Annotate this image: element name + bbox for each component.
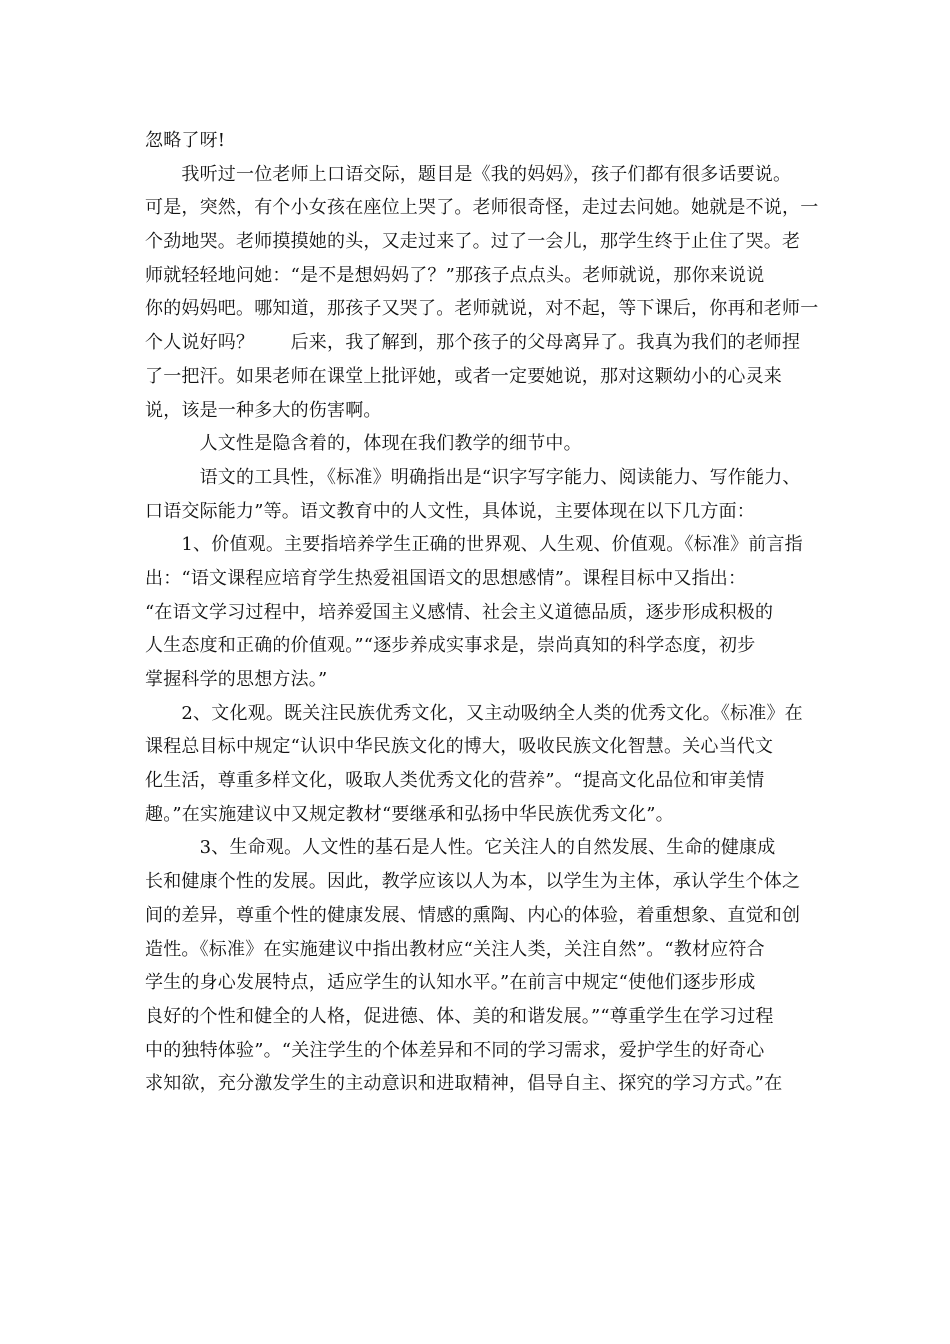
text-line: 个人说好吗？ 后来，我了解到，那个孩子的父母离异了。我真为我们的老师捏	[145, 332, 801, 354]
text-line: 师就轻轻地问她：“是不是想妈妈了？”那孩子点点头。老师就说，那你来说说	[145, 264, 765, 286]
text-line: 了一把汗。如果老师在课堂上批评她，或者一定要她说，那对这颗幼小的心灵来	[145, 365, 782, 387]
text-line: 个劲地哭。老师摸摸她的头，又走过来了。过了一会儿，那学生终于止住了哭。老	[145, 231, 801, 253]
text-line: 求知欲，充分激发学生的主动意识和进取精神，倡导自主、探究的学习方式。”在	[145, 1073, 783, 1095]
text-line: 人文性是隐含着的，体现在我们教学的细节中。	[145, 433, 582, 455]
text-line: 我听过一位老师上口语交际，题目是《我的妈妈》，孩子们都有很多话要说。	[145, 163, 792, 185]
text-line: 化生活，尊重多样文化，吸取人类优秀文化的营养”。“提高文化品位和审美情	[145, 770, 765, 792]
text-line: 1、价值观。主要指培养学生正确的世界观、人生观、价值观。《标准》前言指	[145, 534, 803, 556]
text-line: 良好的个性和健全的人格，促进德、体、美的和谐发展。”“尊重学生在学习过程	[145, 1005, 774, 1027]
text-line: 造性。《标准》在实施建议中指出教材应“关注人类，关注自然”。“教材应符合	[145, 938, 765, 960]
text-line: 人生态度和正确的价值观。”“逐步养成实事求是，崇尚真知的科学态度，初步	[145, 635, 756, 657]
text-line: 掌握科学的思想方法。”	[145, 669, 328, 690]
text-line: 3、生命观。人文性的基石是人性。它关注人的自然发展、生命的健康成	[145, 837, 776, 859]
text-line: 口语交际能力”等。语文教育中的人文性，具体说，主要体现在以下几方面：	[145, 500, 755, 522]
text-line: 中的独特体验”。“关注学生的个体差异和不同的学习需求，爱护学生的好奇心	[145, 1039, 765, 1061]
text-line: 语文的工具性，《标准》明确指出是“识字写字能力、阅读能力、写作能力、	[145, 466, 801, 488]
text-line: 说，该是一种多大的伤害啊。	[145, 399, 382, 421]
text-line: 间的差异，尊重个性的健康发展、情感的熏陶、内心的体验，着重想象、直觉和创	[145, 904, 801, 926]
text-line: 学生的身心发展特点，适应学生的认知水平。”在前言中规定“使他们逐步形成	[145, 972, 756, 994]
text-line: 趣。”在实施建议中又规定教材“要继承和弘扬中华民族优秀文化”。	[145, 803, 674, 825]
body-text	[145, 124, 819, 1101]
text-line: 课程总目标中规定“认识中华民族文化的博大，吸收民族文化智慧。关心当代文	[145, 736, 774, 758]
text-line: 忽略了呀!	[145, 130, 226, 151]
text-line: 可是，突然，有个小女孩在座位上哭了。老师很奇怪，走过去问她。她就是不说，一	[145, 197, 819, 219]
text-line: “在语文学习过程中，培养爱国主义感情、社会主义道德品质，逐步形成积极的	[145, 601, 774, 623]
text-line: 2、文化观。既关注民族优秀文化，又主动吸纳全人类的优秀文化。《标准》在	[145, 702, 803, 724]
text-line: 出：“语文课程应培育学生热爱祖国语文的思想感情”。课程目标中又指出：	[145, 567, 747, 589]
text-line: 长和健康个性的发展。因此，教学应该以人为本，以学生为主体，承认学生个体之	[145, 871, 801, 893]
text-line: 你的妈妈吧。哪知道，那孩子又哭了。老师就说，对不起，等下课后，你再和老师一	[145, 298, 819, 320]
